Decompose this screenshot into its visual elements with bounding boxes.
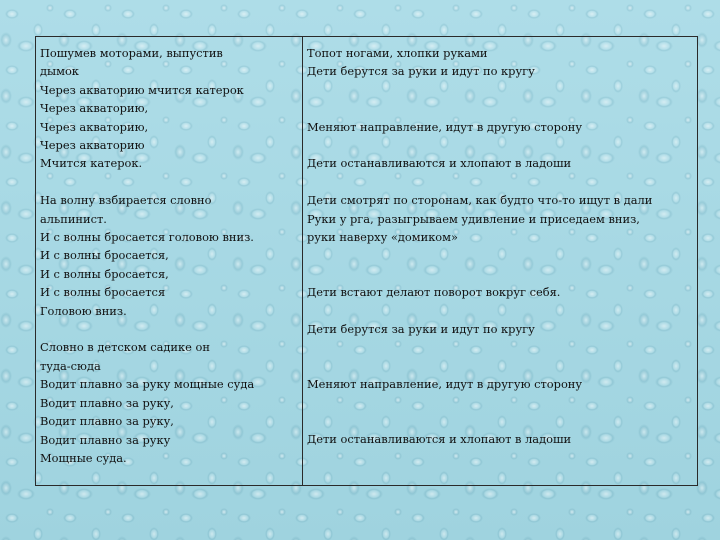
movement-spacer bbox=[307, 302, 693, 320]
movement-spacer bbox=[307, 246, 693, 264]
lyrics-line: На волну взбирается словно bbox=[40, 193, 212, 208]
movement-line: Руки у рга, разыгрываем удивление и приседаем вниз, bbox=[307, 211, 640, 226]
lyrics-line: И с волны бросается, bbox=[40, 248, 169, 263]
lyrics-line: И с волны бросается bbox=[40, 285, 166, 300]
lyrics-line: альпинист. bbox=[40, 211, 107, 226]
lyrics-line: И с волны бросается, bbox=[40, 266, 169, 281]
movement-line: Дети берутся за руки и идут по кругу bbox=[307, 321, 535, 336]
movement-line: Меняют направление, идут в другую сторону bbox=[307, 377, 583, 392]
lyrics-spacer bbox=[40, 173, 298, 191]
movement-line: руки наверху «домиком» bbox=[307, 230, 458, 244]
lyrics-line: Мощные суда. bbox=[40, 450, 127, 465]
lyrics-line: Через акваторию, bbox=[40, 119, 149, 134]
lyrics-line: Водит плавно за руку bbox=[40, 432, 171, 447]
movement-line: Дети останавливаются и хлопают в ладоши bbox=[307, 156, 572, 171]
lyrics-line: Через акваторию bbox=[40, 138, 145, 153]
lyrics-line: Водит плавно за руку, bbox=[40, 414, 174, 429]
movement-line: Дети смотрят по сторонам, как будто что-то ищут в дали bbox=[307, 193, 653, 208]
movement-line: Топот ногами, хлопки руками bbox=[307, 46, 488, 60]
lyrics-line: Головою вниз. bbox=[40, 303, 127, 318]
movement-line: Меняют направление, идут в другую сторону bbox=[307, 119, 583, 134]
movement-line: Дети берутся за руки и идут по кругу bbox=[307, 64, 535, 79]
movement-line: Дети встают делают поворот вокруг себя. bbox=[307, 285, 561, 300]
lyrics-line: Мчится катерок. bbox=[40, 156, 143, 171]
lyrics-line: Словно в детском садике он bbox=[40, 340, 210, 355]
movement-spacer bbox=[307, 99, 693, 117]
movement-spacer bbox=[307, 357, 693, 375]
table-row bbox=[36, 37, 698, 486]
movement-spacer bbox=[307, 394, 693, 412]
movements-cell bbox=[303, 37, 698, 486]
lyrics-line: Водит плавно за руку мощные суда bbox=[40, 377, 255, 392]
movement-spacer bbox=[307, 81, 693, 99]
lyrics-line: И с волны бросается головою вниз. bbox=[40, 230, 254, 245]
movement-line: Дети останавливаются и хлопают в ладоши bbox=[307, 432, 572, 447]
lyrics-line: Водит плавно за руку, bbox=[40, 395, 174, 410]
movement-spacer bbox=[307, 412, 693, 430]
lyrics-line: Пошумев моторами, выпустив bbox=[40, 46, 223, 60]
lyrics-line: Через акваторию мчится катерок bbox=[40, 82, 244, 97]
lyrics-cell bbox=[36, 37, 303, 486]
movement-spacer bbox=[307, 173, 693, 191]
movement-spacer bbox=[307, 265, 693, 283]
movement-spacer bbox=[307, 136, 693, 154]
lyrics-line: дымок bbox=[40, 64, 79, 79]
lyrics-spacer bbox=[40, 320, 298, 338]
lyrics-line: Через акваторию, bbox=[40, 101, 149, 116]
movement-spacer bbox=[307, 338, 693, 356]
song-movements-table bbox=[35, 36, 698, 486]
lyrics-line: туда-сюда bbox=[40, 358, 101, 373]
